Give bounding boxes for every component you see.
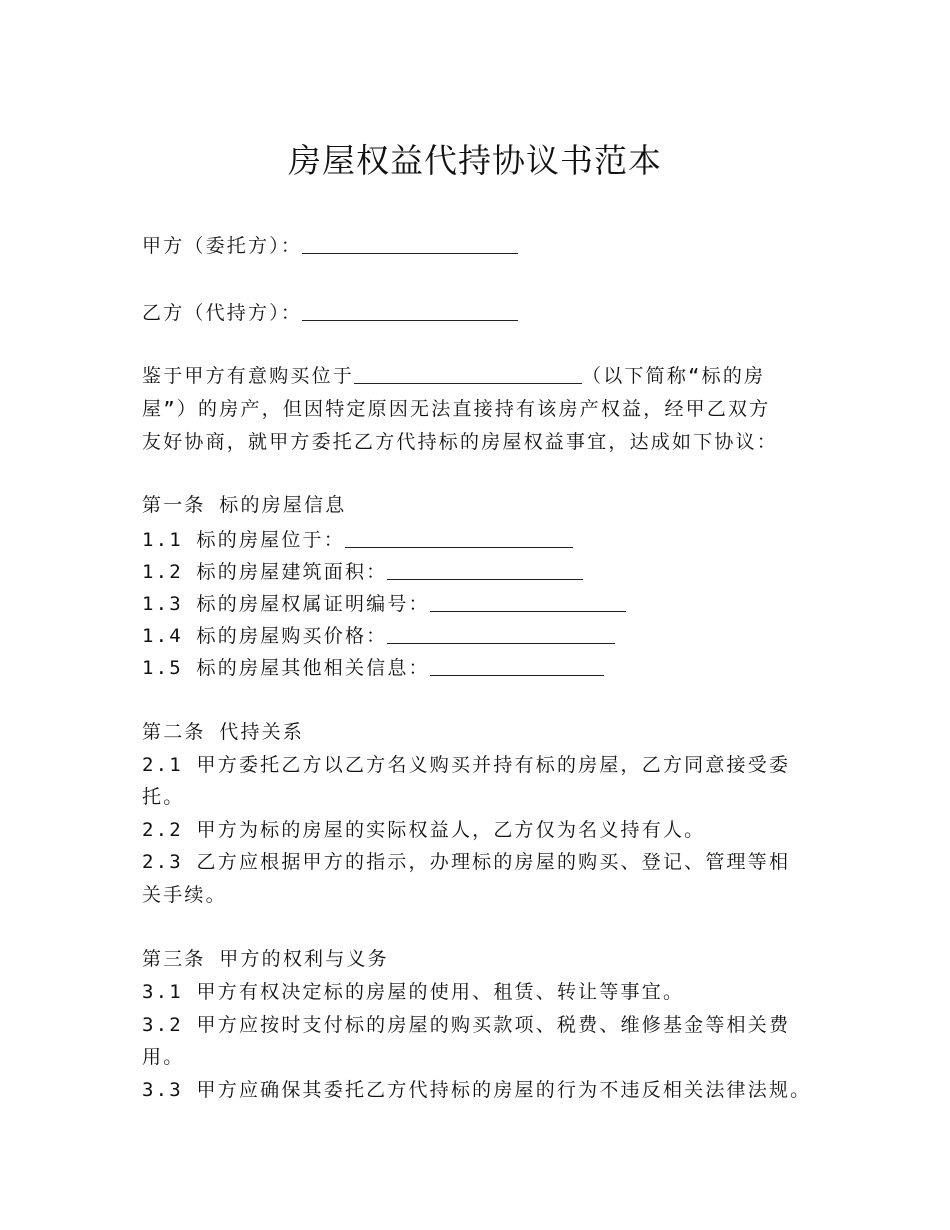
article-3-heading: 第三条 甲方的权利与义务	[142, 948, 389, 970]
article-3-line: 3.1 甲方有权决定标的房屋的使用、租赁、转让等事宜。	[142, 981, 685, 1003]
article-1-item-1	[142, 525, 573, 552]
article-1-item-2	[142, 557, 583, 584]
item-blank[interactable]	[387, 578, 583, 580]
article-2-line: 2.2 甲方为标的房屋的实际权益人，乙方仅为名义持有人。	[142, 819, 706, 841]
party-a-blank[interactable]	[302, 252, 518, 254]
party-b-label: 乙方（代持方）：	[142, 302, 303, 324]
article-2-line: 关手续。	[142, 884, 227, 906]
item-label: 1.5 标的房屋其他相关信息：	[142, 657, 430, 679]
item-blank[interactable]	[345, 546, 573, 548]
property-location-blank[interactable]	[354, 382, 582, 384]
article-2-line: 2.1 甲方委托乙方以乙方名义购买并持有标的房屋，乙方同意接受委	[142, 754, 791, 776]
article-3-line: 3.2 甲方应按时支付标的房屋的购买款项、税费、维修基金等相关费	[142, 1014, 791, 1036]
item-blank[interactable]	[430, 610, 626, 612]
preamble-text-1b: （以下简称“标的房	[582, 365, 766, 387]
preamble-line-3: 友好协商，就甲方委托乙方代持标的房屋权益事宜，达成如下协议：	[142, 431, 779, 453]
article-1-item-3	[142, 589, 626, 616]
party-a-label: 甲方（委托方）：	[142, 235, 303, 257]
article-2-line: 托。	[142, 786, 185, 808]
item-label: 1.2 标的房屋建筑面积：	[142, 561, 388, 583]
article-3-line: 3.3 甲方应确保其委托乙方代持标的房屋的行为不违反相关法律法规。	[142, 1079, 812, 1101]
document-title: 房屋权益代持协议书范本	[288, 141, 662, 180]
article-2-heading: 第二条 代持关系	[142, 721, 305, 743]
article-1-item-5	[142, 653, 604, 680]
article-1-heading: 第一条 标的房屋信息	[142, 494, 347, 516]
article-3-line: 用。	[142, 1046, 185, 1068]
item-label: 1.4 标的房屋购买价格：	[142, 625, 388, 647]
party-b-blank[interactable]	[302, 319, 518, 321]
item-blank[interactable]	[430, 674, 604, 676]
party-b-line	[142, 298, 518, 325]
preamble-line-2: 屋”）的房产，但因特定原因无法直接持有该房产权益，经甲乙双方	[142, 398, 771, 420]
article-1-item-4	[142, 621, 615, 648]
item-label: 1.1 标的房屋位于：	[142, 529, 345, 551]
item-label: 1.3 标的房屋权属证明编号：	[142, 593, 430, 615]
party-a-line	[142, 231, 518, 258]
preamble-text-1a: 鉴于甲方有意购买位于	[142, 365, 355, 387]
item-blank[interactable]	[387, 642, 615, 644]
preamble-line-1	[142, 361, 765, 388]
article-2-line: 2.3 乙方应根据甲方的指示，办理标的房屋的购买、登记、管理等相	[142, 851, 791, 873]
